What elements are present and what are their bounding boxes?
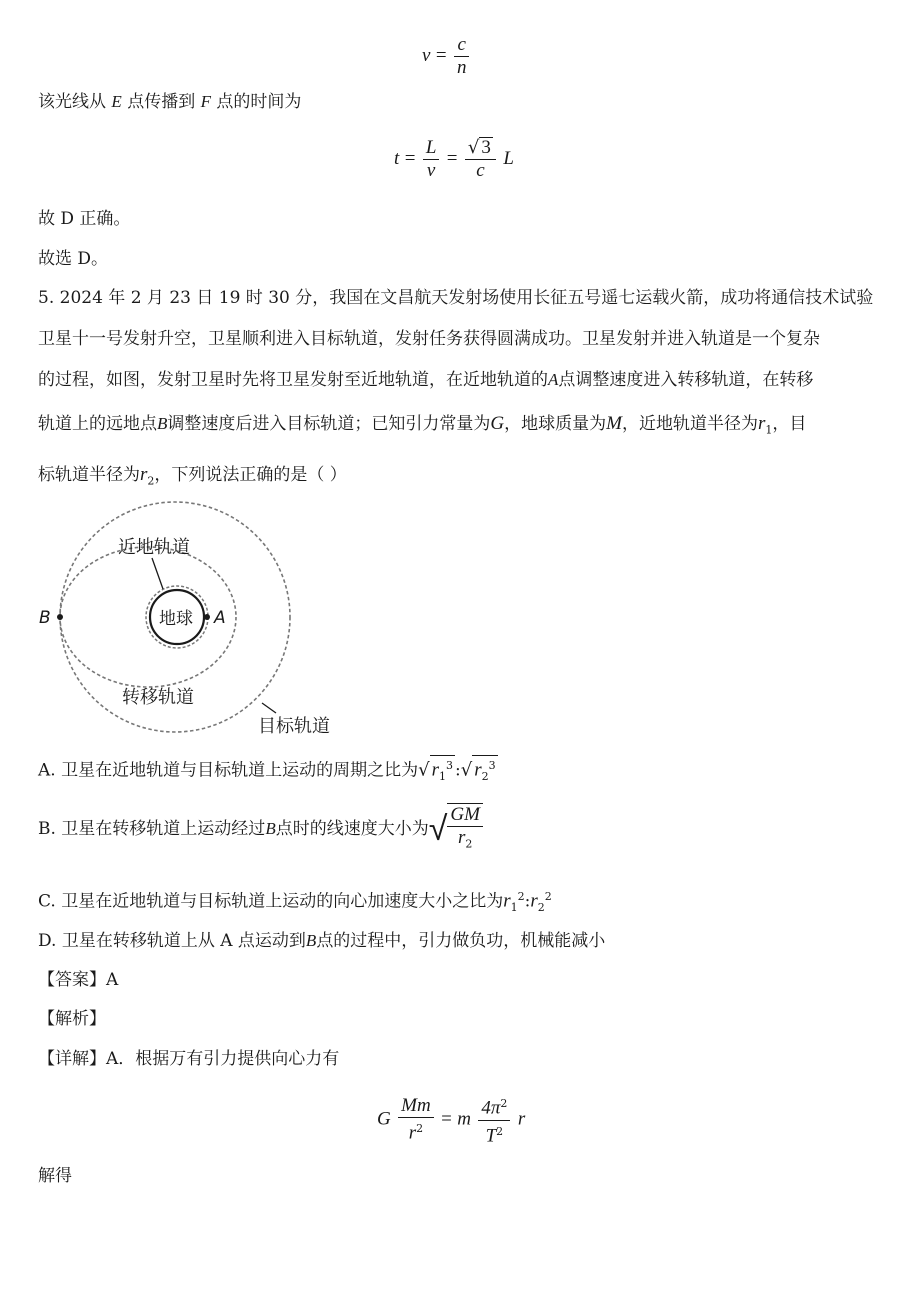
symbol-t: T (485, 1125, 497, 1147)
symbol-r: r (474, 759, 482, 781)
line-d-correct: 故 D 正确。 (38, 209, 131, 229)
equation-gravity (377, 1093, 525, 1147)
frac-num: Mm (398, 1095, 434, 1118)
label-transfer-orbit: 转移轨道 (122, 687, 194, 708)
eq-grav-frac2 (478, 1093, 510, 1147)
solve-line: 解得 (38, 1166, 72, 1186)
eq-t-den2: c (476, 160, 485, 181)
symbol-r: r (408, 1122, 417, 1144)
point-f: F (200, 92, 211, 111)
eq-t-tail: L (503, 148, 514, 169)
eq-v-fraction (454, 34, 470, 79)
symbol-m: M (606, 413, 622, 434)
frac-num: GM (447, 804, 483, 827)
point-b: B (265, 819, 276, 839)
symbol-m: m (457, 1108, 471, 1130)
text: ，下列说法正确的是（ ） (154, 465, 347, 485)
point-e: E (111, 92, 122, 111)
eq-equals: = (435, 45, 447, 66)
label-near-orbit: 近地轨道 (118, 537, 190, 558)
option-d (38, 932, 860, 950)
label-point-b: B (39, 608, 51, 628)
equation-t (394, 137, 514, 182)
eq-equals: = (446, 148, 458, 169)
text: 点的过程中，引力做负功，机械能减小 (316, 931, 606, 951)
eq-t-frac1 (423, 137, 440, 182)
text: 点调整速度进入转移轨道，在转移 (558, 370, 814, 390)
text: C. 卫星在近地轨道与目标轨道上运动的向心加速度大小之比为 (38, 891, 504, 912)
option-b: B. 卫星在转移轨道上运动经过B点时的线速度大小为√ $\frac{GM}{r_2}$ (38, 803, 860, 855)
option-a: A. 卫星在近地轨道与目标轨道上运动的周期之比为√ $r_1^3$ :√ $r_2^3$ (38, 755, 860, 787)
text: 点传播到 (127, 92, 196, 112)
point-a: A (548, 370, 559, 389)
text: 的过程，如图，发射卫星时先将卫星发射至近地轨道，在近地轨道的 (38, 370, 548, 390)
subscript: 2 (481, 770, 489, 784)
text: 轨道上的远地点 (38, 414, 157, 434)
symbol-r: r (431, 759, 439, 781)
analysis-heading: 【解析】 (38, 1009, 106, 1029)
point-b-dot (57, 614, 63, 620)
eq-t-den1: v (426, 160, 436, 181)
eq-grav-frac1 (398, 1095, 434, 1145)
point-b: B (157, 414, 168, 433)
superscript: 2 (496, 1124, 504, 1138)
superscript: 2 (517, 890, 525, 903)
label-earth: 地球 (159, 609, 193, 629)
symbol-r: r (457, 827, 466, 848)
superscript: 2 (544, 890, 552, 903)
sqrt-3: 3 (481, 137, 491, 158)
text: ，目 (772, 414, 807, 434)
eq-t-num1: L (423, 137, 440, 160)
option-c (38, 885, 860, 920)
eq-t-num2: √ 3 (465, 137, 496, 160)
symbol-g: G (490, 413, 505, 434)
eq-t-frac2 (465, 137, 496, 182)
superscript: 3 (488, 759, 496, 772)
frac-num: 4π (481, 1097, 501, 1119)
orbit-diagram (30, 500, 360, 740)
subscript: 1 (765, 423, 773, 437)
superscript: 2 (416, 1122, 424, 1136)
symbol-r: r (140, 464, 148, 485)
symbol-g: G (377, 1108, 391, 1130)
symbol-r: r (517, 1108, 526, 1130)
point-a-dot (204, 614, 210, 620)
answer: 【答案】A (38, 970, 119, 990)
subscript: 2 (465, 837, 473, 851)
subscript: 2 (147, 474, 155, 488)
text: 标轨道半径为 (38, 465, 140, 485)
text: 点的时间为 (216, 92, 302, 112)
subscript: 2 (537, 901, 545, 915)
line-time (38, 93, 860, 111)
symbol-r: r (757, 413, 766, 434)
text: D. 卫星在转移轨道上从 A 点运动到 (38, 931, 306, 951)
option-b-fraction (447, 803, 483, 855)
eq-v-lhs: v (422, 45, 431, 66)
text: 调整速度后进入目标轨道；已知引力常量为 (167, 414, 491, 434)
near-orbit-pointer (152, 558, 163, 589)
text: B. 卫星在转移轨道上运动经过 (38, 819, 266, 840)
point-b: B (305, 931, 317, 950)
superscript: 3 (445, 759, 453, 772)
eq-equals: = (404, 148, 416, 169)
colon: : (454, 760, 461, 781)
equation-v (422, 34, 471, 79)
eq-v-num: c (454, 34, 470, 57)
symbol-r: r (503, 890, 511, 912)
text: 该光线从 (38, 92, 106, 112)
eq-equals: = (441, 1108, 452, 1130)
eq-t-lhs: t (394, 148, 400, 169)
question-line-3 (38, 371, 860, 389)
symbol-r: r (530, 890, 538, 912)
detail-line: 【详解】A．根据万有引力提供向心力有 (38, 1049, 340, 1069)
text: ，地球质量为 (504, 414, 607, 434)
subscript: 1 (510, 901, 518, 915)
text: 点时的线速度大小为 (275, 819, 429, 840)
text: A. 卫星在近地轨道与目标轨道上运动的周期之比为 (38, 760, 419, 781)
colon: : (524, 891, 531, 912)
eq-v-den: n (456, 57, 467, 78)
question-line-4 (38, 415, 860, 438)
label-point-a: A (214, 608, 226, 628)
label-target-orbit: 目标轨道 (258, 716, 330, 737)
line-choose: 故选 D。 (38, 249, 109, 269)
text: ，近地轨道半径为 (621, 414, 758, 434)
superscript: 2 (500, 1097, 508, 1110)
question-line-2: 卫星十一号发射升空，卫星顺利进入目标轨道，发射任务获得圆满成功。卫星发射并进入轨道是一个复杂 (38, 329, 820, 349)
question-line-5 (38, 466, 860, 489)
subscript: 1 (438, 770, 446, 784)
question-line-1: 5. 2024 年 2 月 23 日 19 时 30 分，我国在文昌航天发射场使用长征五号遥七运载火箭，成功将通信技术试验 (38, 288, 874, 308)
target-orbit-pointer (262, 703, 276, 713)
